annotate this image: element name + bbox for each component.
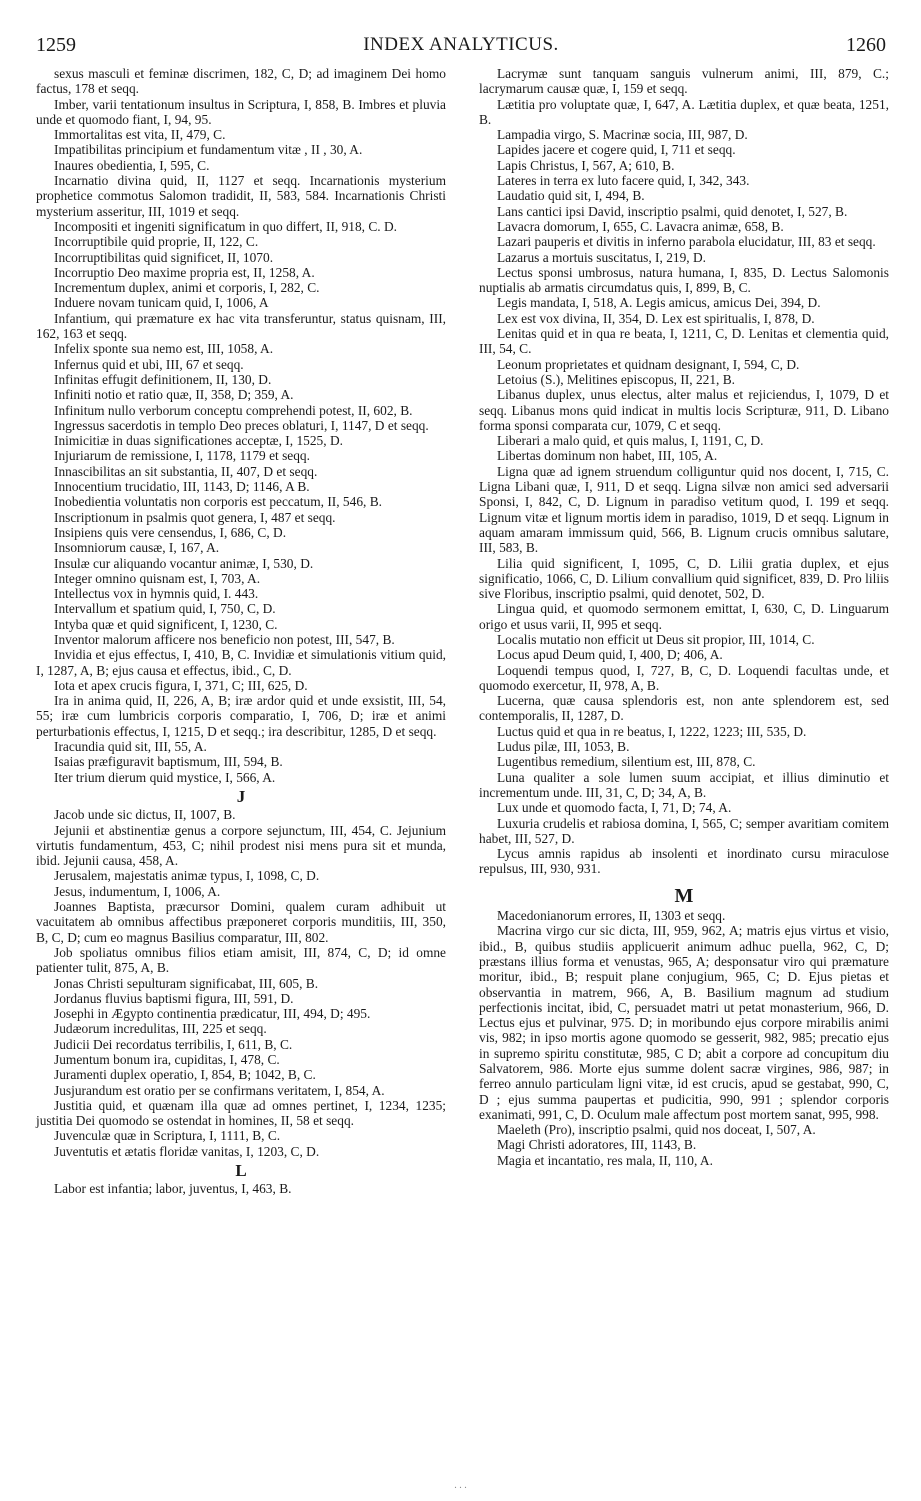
index-entry: Luxuria crudelis et rabiosa domina, I, 565, C; semper avaritiam comitem habet, III, 527, D. — [479, 815, 889, 846]
left-column — [36, 66, 446, 1197]
index-entry: Libanus duplex, unus electus, alter malus et rejiciendus, I, 1079, D et seqq. Libanus mons quid indicat in multis locis Scripturæ, 911, D. Libano forma sponsi comparata cur, 1079, C et seqq. — [479, 387, 889, 433]
index-entry: Infiniti notio et ratio quæ, II, 358, D; 359, A. — [54, 387, 294, 403]
index-entry: Lux unde et quomodo facta, I, 71, D; 74, A. — [497, 800, 732, 816]
index-entry: Lycus amnis rapidus ab insolenti et inordinato cursu miraculose repulsus, III, 930, 931. — [479, 846, 889, 877]
index-entry: Immortalitas est vita, II, 479, C. — [54, 127, 226, 143]
page-number-right: 1260 — [846, 34, 886, 56]
index-entry: Lugentibus remedium, silentium est, III, 878, C. — [497, 754, 756, 770]
index-entry: Inventor malorum afficere nos beneficio non potest, III, 547, B. — [54, 631, 395, 647]
index-entry: Incorruptio Deo maxime propria est, II, 1258, A. — [54, 264, 315, 280]
index-entry: Lætitia pro voluptate quæ, I, 647, A. Lætitia duplex, et quæ beata, 1251, B. — [479, 96, 889, 127]
index-entry: Impatibilitas principium et fundamentum vitæ , II , 30, A. — [54, 142, 363, 158]
page-header — [36, 34, 886, 58]
index-entry: Macrina virgo cur sic dicta, III, 959, 962, A; matris ejus virtus et visio, ibid., B, quibus studiis applicuerit animum adhuc puella, 962, C, D; præstans illius forma et venustas, 965, A; desponsatur viro qui præmature moritur, ibid., B; respuit plane conjugium, 965, C; D. Ejus pietas et observantia in matrem, 966, A, B. Basilium magnum ad studium perfectionis incitat, ibid, C, persuadet matri ut petat monasterium, 966, D. Lectus ejus et pulvinar, 975. D; in moribundo ejus corpore mirabilis animi vis, 982; in ipso mortis agone quomodo se gesserit, 982, 985; precatio ejus in supremo spiritu constitutæ, 985, C D; abit a corpore ad concupitum diu Salvatorem, 986. Morte ejus summe dolent sacræ virgines, 986, 987; in ferreo annulo particulam ligni vitæ, id est crucis, apud se gestabat, 990, C, D ; ejus summa paupertas et pudicitia, 990, 991 ; splendor corporis exanimati, 991, C, D. Oculum male affectum post mortem sanat, 995, 998. — [479, 923, 889, 1122]
index-entry: Magia et incantatio, res mala, II, 110, A. — [497, 1152, 713, 1168]
index-entry: Induere novam tunicam quid, I, 1006, A — [54, 295, 269, 311]
index-entry: Leonum proprietates et quidnam designant, I, 594, C, D. — [497, 356, 800, 372]
index-entry: Incorruptibile quid proprie, II, 122, C. — [54, 234, 259, 250]
right-column — [479, 66, 889, 1168]
index-entry: Incompositi et ingeniti significatum in quo differt, II, 918, C. D. — [54, 218, 398, 234]
index-entry: Jumentum bonum ira, cupiditas, I, 478, C. — [54, 1052, 280, 1067]
index-entry: Lapides jacere et cogere quid, I, 711 et seqq. — [497, 142, 736, 158]
index-entry: Infelix sponte sua nemo est, III, 1058, A. — [54, 341, 274, 357]
index-entry: Lans cantici ipsi David, inscriptio psalmi, quid denotet, I, 527, B. — [497, 203, 848, 219]
index-entry: Juvenculæ quæ in Scriptura, I, 1111, B, C. — [54, 1128, 281, 1144]
index-entry: Jerusalem, majestatis animæ typus, I, 1098, C, D. — [54, 868, 320, 884]
page-title: INDEX ANALYTICUS. — [363, 34, 559, 55]
footer-mark: . . . — [454, 1480, 467, 1491]
index-entry: Intervallum et spatium quid, I, 750, C, D. — [54, 601, 276, 617]
index-entry: Lectus sponsi umbrosus, natura humana, I, 835, D. Lectus Salomonis nuptialis ab armatis circumdatus quis, I, 899, B, C. — [479, 264, 889, 296]
index-entry: Inimicitiæ in duas significationes acceptæ, I, 1525, D. — [54, 433, 343, 449]
index-entry: Ligna quæ ad ignem struendum colliguntur quid nos docent, I, 715, C. Ligna Libani quæ, I, 911, D et seqq. Ligna silvæ non amici sed adversarii Sponsi, I, 842, C, D. Lignum in paradiso vetitum quod, I. 199 et seqq. Lignum vitæ et lignum mortis idem in paradiso, 1019, D et seqq. Lignum in aquam amaram immissum quid, 566, B. Lignum crucis omnibus salutare, III, 583, B. — [479, 463, 889, 556]
index-entry: Lucerna, quæ causa splendoris est, non ante splendorem est, sed contemporalis, II, 1287, D. — [479, 693, 889, 724]
index-entry: Magi Christi adoratores, III, 1143, B. — [497, 1137, 697, 1153]
index-entry: Lateres in terra ex luto facere quid, I, 342, 343. — [497, 173, 750, 189]
index-entry: Infantium, qui præmature ex hac vita transferuntur, status quisnam, III, 162, 163 et seqq. — [36, 310, 446, 342]
page-number-left: 1259 — [36, 34, 76, 56]
index-entry: Lilia quid significent, I, 1095, C, D. Lilii gratia duplex, et ejus significatio, 1066, C, D. Lilium convallium quid significet, 839, D. Pro liliis sive Floribus, inscriptio psalmi, quid denotet, 502, D. — [479, 555, 889, 602]
index-entry: Liberari a malo quid, et quis malus, I, 1191, C, D. — [497, 433, 764, 449]
index-entry: Judicii Dei recordatus terribilis, I, 611, B, C. — [54, 1036, 293, 1052]
index-entry: Labor est infantia; labor, juventus, I, 463, B. — [54, 1181, 292, 1197]
index-entry: Inaures obedientia, I, 595, C. — [54, 157, 210, 173]
index-entry: Imber, varii tentationum insultus in Scriptura, I, 858, B. Imbres et pluvia unde et quomodo fiant, I, 94, 95. — [36, 96, 446, 127]
index-entry: Jesus, indumentum, I, 1006, A. — [54, 883, 221, 899]
section-letter-m: M — [674, 884, 694, 907]
index-entry: Intellectus vox in hymnis quid, I. 443. — [54, 586, 259, 602]
index-entry: Laudatio quid sit, I, 494, B. — [497, 188, 645, 204]
index-entry: Intyba quæ et quid significent, I, 1230, C. — [54, 616, 278, 632]
index-entry: Lacrymæ sunt tanquam sanguis vulnerum animi, III, 879, C.; lacrymarum causæ quæ, I, 159 et seqq. — [479, 66, 889, 97]
index-entry: Libertas dominum non habet, III, 105, A. — [497, 448, 718, 464]
index-entry: Innocentium trucidatio, III, 1143, D; 1146, A B. — [54, 479, 310, 495]
index-entry: Macedonianorum errores, II, 1303 et seqq. — [497, 908, 726, 924]
index-entry: Lingua quid, et quomodo sermonem emittat, I, 630, C, D. Linguarum origo et usus varii, II, 995 et seqq. — [479, 601, 889, 632]
index-entry: Insomniorum causæ, I, 167, A. — [54, 540, 220, 556]
index-entry: Infinitas effugit definitionem, II, 130, D. — [54, 371, 272, 387]
index-entry: Invidia et ejus effectus, I, 410, B, C. Invidiæ et simulationis vitium quid, I, 1287, A, B; ejus causa et effectus, ibid., C, D. — [36, 647, 446, 678]
index-entry: Lenitas quid et in qua re beata, I, 1211, C, D. Lenitas et clementia quid, III, 54, C. — [479, 326, 889, 357]
index-entry: sexus masculi et feminæ discrimen, 182, C, D; ad imaginem Dei homo factus, 178 et seqq. — [36, 66, 446, 97]
index-entry: Maeleth (Pro), inscriptio psalmi, quid nos doceat, I, 507, A. — [497, 1122, 816, 1138]
index-entry: Incorruptibilitas quid significet, II, 1070. — [54, 249, 274, 265]
index-entry: Infernus quid et ubi, III, 67 et seqq. — [54, 356, 244, 372]
index-entry: Justitia quid, et quænam illa quæ ad omnes pertinet, I, 1234, 1235; justitia Dei quomodo se ostendat in homines, II, 58 et seqq. — [36, 1097, 446, 1129]
index-entry: Job spoliatus omnibus filios etiam amisit, III, 874, C, D; id omne patienter tulit, 875, A, B. — [36, 944, 446, 976]
index-section-m — [479, 908, 889, 1168]
index-entry: Juventutis et ætatis floridæ vanitas, I, 1203, C, D. — [54, 1143, 320, 1159]
index-entry: Iter trium dierum quid mystice, I, 566, A. — [54, 769, 276, 785]
index-entry: Lazarus a mortuis suscitatus, I, 219, D. — [497, 249, 706, 265]
index-section-l — [479, 66, 889, 877]
index-entry: Insulæ cur aliquando vocantur animæ, I, 530, D. — [54, 555, 314, 571]
index-entry: Jejunii et abstinentiæ genus a corpore sejunctum, III, 454, C. Jejunium virtutis fundamentum, 453, C; nihil prodest nisi mens pura sit et munda, ibid. Jejunii causa, 458, A. — [36, 822, 446, 869]
index-section-i — [36, 66, 446, 785]
index-entry: Localis mutatio non efficit ut Deus sit propior, III, 1014, C. — [497, 631, 815, 647]
index-entry: Judæorum incredulitas, III, 225 et seqq. — [54, 1021, 267, 1037]
index-entry: Isaias præfiguravit baptismum, III, 594, B. — [54, 754, 283, 770]
index-entry: Joannes Baptista, præcursor Domini, qualem curam adhibuit ut vacuitatem ab omnibus affectibus præponeret corporis munditiis, III, 350, B, C, D; cum eo magnus Basilius comparatur, III, 802. — [36, 899, 446, 945]
index-entry: Luna qualiter a sole lumen suum accipiat, et illius diminutio et incrementum unde. III, 31, C, D; 34, A, B. — [479, 769, 889, 800]
index-entry: Infinitum nullo verborum conceptu comprehendi potest, II, 602, B. — [54, 402, 413, 418]
index-entry: Luctus quid et qua in re beatus, I, 1222, 1223; III, 535, D. — [497, 723, 807, 739]
index-entry: Incarnatio divina quid, II, 1127 et seqq. Incarnationis mysterium prophetice commotus Salomon tradidit, II, 583, 584. Incarnationis Christi mysterium asseritur, III, 1019 et seqq. — [36, 173, 446, 219]
index-entry: Loquendi tempus quod, I, 727, B, C, D. Loquendi facultas unde, et quomodo exercetur, II, 978, A, B. — [479, 662, 889, 693]
index-entry: Juramenti duplex operatio, I, 854, B; 1042, B, C. — [54, 1067, 316, 1083]
index-entry: Legis mandata, I, 518, A. Legis amicus, amicus Dei, 394, D. — [497, 295, 821, 311]
index-entry: Jacob unde sic dictus, II, 1007, B. — [54, 807, 236, 823]
index-entry: Iota et apex crucis figura, I, 371, C; III, 625, D. — [54, 677, 308, 693]
index-entry: Incrementum duplex, animi et corporis, I, 282, C. — [54, 280, 320, 296]
index-entry: Iracundia quid sit, III, 55, A. — [54, 739, 207, 755]
index-entry: Integer omnino quisnam est, I, 703, A. — [54, 570, 261, 586]
index-entry: Jonas Christi sepulturam significabat, III, 605, B. — [54, 975, 319, 991]
index-entry: Lex est vox divina, II, 354, D. Lex est spiritualis, I, 878, D. — [497, 310, 815, 326]
section-letter-l: L — [235, 1161, 247, 1181]
index-entry: Ira in anima quid, II, 226, A, B; iræ ardor quid et unde exsistit, III, 54, 55; iræ cum lumbricis corporis comparatio, I, 706, D; iræ et animi perturbationis effectus, I, 1215, D et seqq.; ira describitur, 1285, D et seqq. — [36, 693, 446, 739]
index-entry: Inscriptionum in psalmis quot genera, I, 487 et seqq. — [54, 509, 336, 525]
index-entry: Jusjurandum est oratio per se confirmans veritatem, I, 854, A. — [54, 1082, 385, 1098]
index-entry: Lazari pauperis et divitis in inferno parabola elucidatur, III, 83 et seqq. — [497, 234, 876, 250]
index-entry: Lavacra domorum, I, 655, C. Lavacra animæ, 658, B. — [497, 218, 784, 234]
index-entry: Ludus pilæ, III, 1053, B. — [497, 739, 630, 755]
index-entry: Lampadia virgo, S. Macrinæ socia, III, 987, D. — [497, 127, 748, 143]
index-entry: Jordanus fluvius baptismi figura, III, 591, D. — [54, 990, 294, 1006]
index-entry: Ingressus sacerdotis in templo Deo preces oblaturi, I, 1147, D et seqq. — [54, 417, 429, 433]
index-entry: Injuriarum de remissione, I, 1178, 1179 et seqq. — [54, 448, 310, 464]
section-letter-j: J — [236, 786, 246, 806]
index-entry: Locus apud Deum quid, I, 400, D; 406, A. — [497, 647, 723, 663]
index-entry: Innascibilitas an sit substantia, II, 407, D et seqq. — [54, 463, 318, 479]
index-section-j — [36, 807, 446, 1159]
index-entry: Inobedientia voluntatis non corporis est peccatum, II, 546, B. — [54, 494, 382, 510]
index-entry: Insipiens quis vere censendus, I, 686, C, D. — [54, 524, 287, 540]
index-entry: Letoius (S.), Melitines episcopus, II, 221, B. — [497, 371, 736, 387]
index-entry: Josephi in Ægypto continentia prædicatur, III, 494, D; 495. — [54, 1006, 371, 1022]
index-entry: Lapis Christus, I, 567, A; 610, B. — [497, 157, 675, 173]
